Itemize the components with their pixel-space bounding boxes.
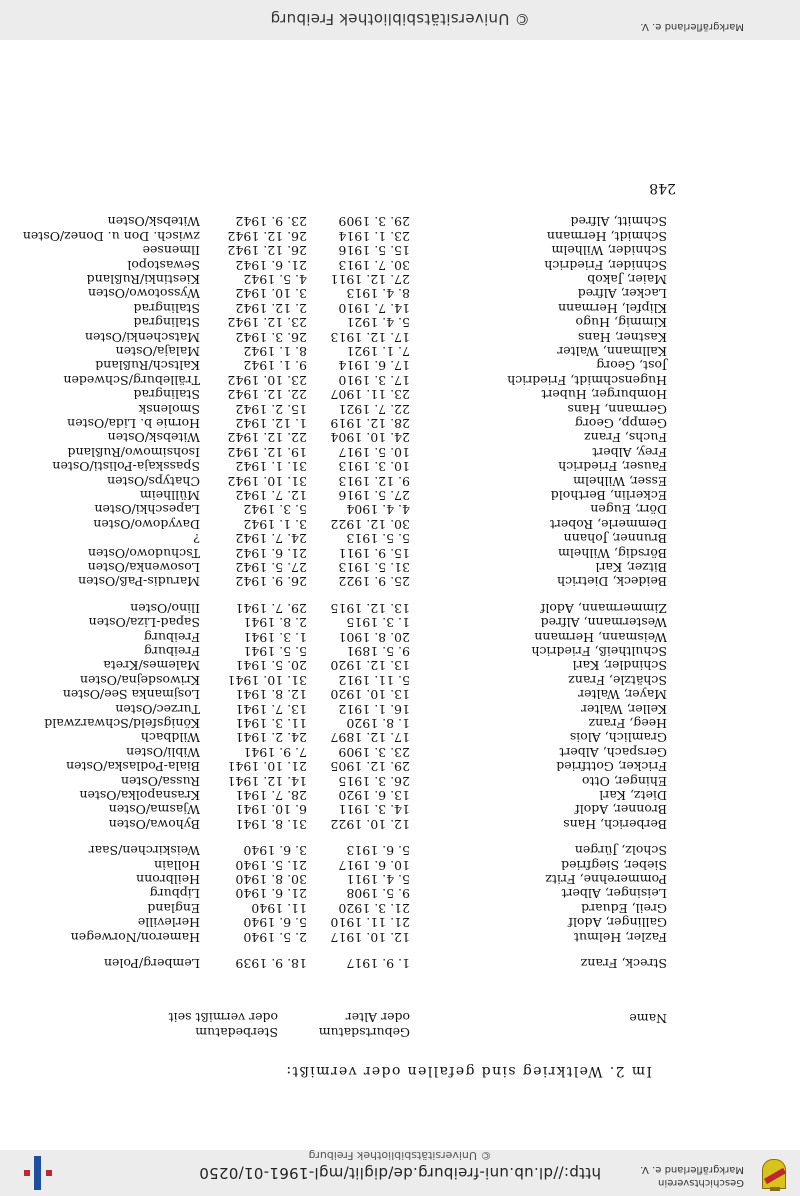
entry-death-date: 21. 6. 1942 — [235, 545, 307, 561]
list-item — [0, 644, 800, 659]
entry-name: Beideck, Dietrich — [557, 574, 667, 590]
entry-birth-date: 23. 1. 1914 — [338, 228, 410, 244]
entry-death-date: 24. 2. 1941 — [235, 730, 307, 746]
entry-birth-date: 30. 7. 1913 — [338, 257, 410, 273]
entry-name: Gramlich, Alois — [569, 730, 667, 746]
entry-birth-date: 5. 4. 1921 — [346, 315, 410, 331]
entry-name: Lacker, Alfred — [577, 286, 667, 302]
entry-name: Ehinger, Otto — [582, 773, 667, 789]
entry-place: Wjasma/Osten — [108, 802, 200, 818]
list-item — [0, 344, 800, 359]
entry-name: Westermann, Alfred — [540, 615, 667, 631]
entry-place: Freiburg — [143, 644, 200, 659]
entry-place: Hollain — [154, 857, 200, 873]
list-item — [0, 574, 800, 589]
entry-birth-date: 10. 6. 1917 — [338, 857, 410, 873]
entry-name: Gempp, Georg — [574, 416, 667, 431]
entry-name: Greil, Eduard — [581, 900, 667, 916]
entry-birth-date: 1. 9. 1917 — [346, 956, 410, 971]
list-item — [0, 531, 800, 546]
entry-birth-date: 28. 12. 1919 — [330, 416, 410, 431]
list-item — [0, 759, 800, 774]
entry-death-date: 21. 10. 1941 — [227, 759, 307, 775]
entry-birth-date: 9. 12. 1913 — [338, 473, 410, 489]
entry-birth-date: 9. 5. 1891 — [346, 644, 410, 659]
entry-name: Zimmermann, Adolf — [540, 600, 667, 616]
list-item — [0, 658, 800, 673]
society-line-1: Geschichtsverein — [658, 1177, 744, 1188]
entry-death-date: 23. 10. 1942 — [227, 372, 307, 388]
list-item — [0, 702, 800, 717]
entry-death-date: 23. 9. 1942 — [235, 214, 307, 230]
entry-birth-date: 24. 10. 1904 — [330, 430, 410, 446]
list-item — [0, 886, 800, 901]
entry-place: Wildbach — [140, 730, 200, 746]
list-item — [0, 560, 800, 575]
entry-birth-date: 17. 3. 1910 — [338, 372, 410, 388]
entry-death-date: 28. 7. 1941 — [235, 788, 307, 803]
entry-name: Gallinger, Adolf — [568, 915, 667, 931]
entry-death-date: 8. 1. 1942 — [243, 344, 307, 359]
entry-name: Weismann, Hermann — [534, 629, 667, 645]
list-item — [0, 687, 800, 702]
list-item — [0, 243, 800, 258]
entry-birth-date: 5. 11. 1912 — [338, 672, 410, 688]
entry-death-date: 5. 6. 1940 — [243, 915, 307, 931]
list-item — [0, 445, 800, 460]
entry-place: Lemberg/Polen — [103, 956, 200, 971]
entry-death-date: 2. 8. 1941 — [243, 615, 307, 631]
entry-death-date: 3. 10. 1942 — [235, 286, 307, 302]
entry-name: Germann, Hans — [567, 401, 667, 417]
entry-place: Malemes/Kreta — [103, 658, 200, 674]
list-item — [0, 373, 800, 388]
entry-place: Wibli/Osten — [126, 744, 200, 760]
entry-place: Russa/Osten — [120, 773, 200, 789]
list-item — [0, 474, 800, 489]
entry-place: Davydowo/Osten — [93, 516, 200, 532]
entry-place: Hameron/Norwegen — [70, 929, 200, 945]
copyright-notice: © Universitätsbibliothek Freiburg — [308, 1149, 492, 1162]
list-item — [0, 416, 800, 431]
entry-name: Frey, Albert — [592, 444, 667, 460]
entry-death-date: 21. 6. 1940 — [235, 886, 307, 902]
entry-name: Schätzle, Franz — [568, 672, 667, 688]
entry-name: Jost, Georg — [596, 358, 667, 374]
entry-death-date: 11. 1940 — [251, 900, 307, 916]
list-item — [0, 459, 800, 474]
entry-death-date: 26. 12. 1942 — [227, 243, 307, 259]
entry-birth-date: 23. 11. 1907 — [330, 387, 410, 403]
entry-birth-date: 27. 12. 1911 — [330, 272, 410, 287]
list-item — [0, 872, 800, 887]
entry-place: England — [147, 900, 200, 916]
entry-birth-date: 1. 8. 1920 — [346, 716, 410, 731]
entry-death-date: 5. 5. 1941 — [243, 644, 307, 659]
column-header-birth-line-2: oder Alter — [345, 1010, 410, 1025]
entry-birth-date: 14. 7. 1910 — [338, 300, 410, 316]
entry-death-date: 4. 5. 1942 — [243, 272, 307, 287]
entry-name: Dörr, Eugen — [590, 502, 667, 518]
list-item — [0, 716, 800, 731]
entry-place: Byhowa/Osten — [108, 816, 200, 832]
entry-place: Ilino/Osten — [130, 600, 200, 616]
entry-name: Brunner, Johann — [563, 531, 667, 547]
entry-name: Kallmann, Walter — [557, 344, 667, 359]
column-header-death-line-2: oder vermißt seit — [168, 1010, 278, 1025]
entry-name: Heeg, Franz — [588, 716, 667, 731]
entry-birth-date: 13. 12. 1920 — [330, 658, 410, 674]
entry-birth-date: 15. 5. 1916 — [338, 243, 410, 259]
entry-death-date: 6. 10. 1941 — [235, 802, 307, 818]
list-item — [0, 502, 800, 517]
entry-name: Fazler, Helmut — [573, 929, 667, 945]
entry-birth-date: 31. 5. 1913 — [338, 560, 410, 575]
entry-place: Kiestinki/Rußland — [86, 272, 200, 287]
entry-death-date: 31. 8. 1941 — [235, 816, 307, 832]
entry-birth-date: 30. 12. 1922 — [330, 516, 410, 532]
entry-birth-date: 22. 7. 1921 — [338, 401, 410, 417]
list-item — [0, 901, 800, 916]
entry-place: Witebsk/Osten — [107, 214, 200, 230]
entry-place: Wyssotowo/Osten — [87, 286, 200, 302]
list-item — [0, 387, 800, 402]
page-number: 248 — [649, 180, 676, 196]
viewer-footer-bar — [0, 0, 800, 40]
entry-place: Kriwosdejna/Osten — [79, 672, 200, 688]
entry-death-date: 24. 7. 1942 — [235, 531, 307, 547]
entry-name: Fauser, Friedrich — [558, 459, 667, 475]
entry-place: Lapeschki/Osten — [94, 502, 200, 518]
list-item — [0, 272, 800, 287]
entry-birth-date: 13. 12. 1915 — [330, 600, 410, 616]
entry-birth-date: 26. 3. 1915 — [338, 773, 410, 789]
entry-death-date: 20. 5. 1941 — [235, 658, 307, 674]
entry-place: Müllheim — [139, 488, 200, 503]
entry-place: Krasnapolka/Osten — [79, 788, 200, 803]
entry-death-date: 26. 12. 1942 — [227, 228, 307, 244]
entry-death-date: 1. 3. 1941 — [243, 629, 307, 645]
entry-place: Chatyps/Osten — [107, 473, 200, 489]
entry-birth-date: 16. 1. 1912 — [338, 701, 410, 717]
entry-name: Fricker, Gottfried — [556, 759, 667, 775]
entry-place: Losjmanka See/Osten — [62, 687, 200, 703]
entry-birth-date: 29. 12. 1905 — [330, 759, 410, 775]
entry-place: Biala-Podlaska/Osten — [66, 759, 200, 775]
list-item — [0, 802, 800, 817]
entry-name: Homburger, Hubert — [541, 387, 667, 403]
entry-death-date: 14. 12. 1941 — [227, 773, 307, 789]
entry-name: Hugenschmidt, Friedrich — [507, 372, 667, 388]
entry-place: Heilbronn — [136, 872, 200, 887]
entry-death-date: 2. 5. 1940 — [243, 929, 307, 945]
list-item — [0, 258, 800, 273]
entry-death-date: 9. 1. 1942 — [243, 358, 307, 374]
entry-birth-date: 14. 3. 1911 — [338, 802, 410, 818]
entry-birth-date: 15. 9. 1911 — [338, 545, 410, 561]
list-item — [0, 546, 800, 561]
entry-name: Demmerle, Robert — [549, 516, 667, 532]
entry-death-date: 31. 1. 1942 — [235, 459, 307, 475]
footer-copyright: © Universitätsbibliothek Freiburg — [270, 10, 530, 28]
entry-birth-date: 5. 6. 1913 — [346, 843, 410, 859]
entry-birth-date: 9. 5. 1908 — [346, 886, 410, 902]
entry-place: Trälleburg/Schweden — [63, 372, 200, 388]
list-item — [0, 214, 800, 229]
entry-name: Esser, Wilhelm — [573, 473, 667, 489]
entry-birth-date: 4. 4. 1904 — [346, 502, 410, 518]
entry-name: Börsdig, Wilhelm — [558, 545, 667, 561]
page-heading: Im 2. Weltkrieg sind gefallen oder vermißt: — [285, 1063, 652, 1079]
entry-birth-date: 17. 12. 1897 — [330, 730, 410, 746]
entry-birth-date: 13. 6. 1920 — [338, 788, 410, 803]
entry-place: Spasskaja-Polisti/Osten — [52, 459, 200, 475]
entry-death-date: 31. 10. 1941 — [227, 672, 307, 688]
entry-death-date: 22. 12. 1942 — [227, 387, 307, 403]
entry-birth-date: 21. 11. 1910 — [330, 915, 410, 931]
entry-place: Witebsk/Osten — [107, 430, 200, 446]
entry-death-date: 13. 7. 1941 — [235, 701, 307, 717]
entry-death-date: 7. 9. 1941 — [243, 744, 307, 760]
list-item — [0, 788, 800, 803]
list-item — [0, 774, 800, 789]
entry-death-date: 12. 8. 1941 — [235, 687, 307, 703]
entry-place: Kaltsch/Rußland — [95, 358, 200, 374]
entry-name: Klipfel, Hermann — [558, 300, 667, 316]
list-item — [0, 358, 800, 373]
entry-death-date: 1. 12. 1942 — [235, 416, 307, 431]
entry-birth-date: 8. 4. 1913 — [346, 286, 410, 302]
list-item — [0, 402, 800, 417]
entry-name: Schultheiß, Friedrich — [531, 644, 667, 659]
entry-place: Freiburg — [143, 629, 200, 645]
entry-name: Kimmig, Hugo — [575, 315, 667, 331]
entry-name: Schnider, Friedrich — [544, 257, 667, 273]
entry-birth-date: 13. 10. 1920 — [330, 687, 410, 703]
list-item — [0, 745, 800, 760]
entry-place: Hornie b. Lida/Osten — [67, 416, 200, 431]
entry-place: Lipburg — [149, 886, 200, 902]
entry-name: Schmitt, Alfred — [570, 214, 667, 230]
entry-place: zwisch. Don u. Donez/Osten — [22, 228, 200, 244]
entry-death-date: 3. 1. 1942 — [243, 516, 307, 532]
entry-birth-date: 7. 1. 1921 — [346, 344, 410, 359]
entry-name: Bitzer, Karl — [595, 560, 667, 575]
entry-death-date: 26. 9. 1942 — [235, 574, 307, 590]
list-item — [0, 915, 800, 930]
list-item — [0, 286, 800, 301]
entry-name: Sieber, Siegfried — [561, 857, 667, 873]
entry-place: Tschudowo/Osten — [87, 545, 200, 561]
entry-birth-date: 5. 5. 1913 — [346, 531, 410, 547]
list-item — [0, 601, 800, 616]
entry-place: ? — [193, 531, 200, 547]
entry-place: Sewastopol — [127, 257, 200, 273]
entry-birth-date: 17. 12. 1913 — [330, 329, 410, 345]
list-item — [0, 817, 800, 832]
list-item — [0, 615, 800, 630]
entry-death-date: 30. 8. 1940 — [235, 872, 307, 887]
list-item — [0, 330, 800, 345]
entry-death-date: 23. 12. 1942 — [227, 315, 307, 331]
entry-birth-date: 5. 4. 1911 — [346, 872, 410, 887]
entry-death-date: 26. 3. 1942 — [235, 329, 307, 345]
entry-name: Pommerehne, Fritz — [545, 872, 667, 887]
entry-name: Keller, Walter — [581, 701, 667, 717]
entry-birth-date: 17. 6. 1914 — [338, 358, 410, 374]
entry-birth-date: 25. 9. 1922 — [338, 574, 410, 590]
society-line-2: Markgräflerland e. V. — [640, 1164, 744, 1175]
column-header-name: Name — [629, 1011, 667, 1026]
entry-place: Losowenka/Osten — [87, 560, 200, 575]
entry-birth-date: 1. 3. 1915 — [346, 615, 410, 631]
column-header-death-line-1: Sterbedatum — [195, 1025, 278, 1040]
entry-name: Streck, Franz — [580, 956, 667, 971]
entry-birth-date: 27. 5. 1916 — [338, 488, 410, 503]
entry-name: Mayer, Walter — [578, 687, 667, 703]
entry-death-date: 18. 9. 1939 — [235, 956, 307, 971]
entry-birth-date: 12. 10. 1917 — [330, 929, 410, 945]
entry-death-date: 15. 2. 1942 — [235, 401, 307, 417]
column-header-death — [169, 1010, 278, 1040]
list-item — [0, 843, 800, 858]
entry-name: Schmidt, Hermann — [546, 228, 667, 244]
entry-name: Maier, Jakob — [587, 272, 667, 287]
list-item — [0, 229, 800, 244]
entry-place: Malaja/Osten — [115, 344, 200, 359]
entry-place: Stalingrad — [133, 300, 200, 316]
column-header-birth — [319, 1010, 410, 1040]
entry-name: Gerspach, Albert — [559, 744, 667, 760]
entry-name: Schnider, Wilhelm — [551, 243, 667, 259]
entry-birth-date: 10. 5. 1917 — [338, 444, 410, 460]
entry-name: Bronner, Adolf — [575, 802, 667, 818]
entry-name: Berberich, Hans — [563, 816, 667, 832]
entry-death-date: 11. 3. 1941 — [235, 716, 307, 731]
entry-birth-date: 21. 3. 1920 — [338, 900, 410, 916]
document-url-link[interactable]: http://dl.ub.uni-freiburg.de/diglit/mgl-1961-01/0250 — [198, 1164, 602, 1182]
entry-death-date: 5. 3. 1942 — [243, 502, 307, 518]
entry-birth-date: 12. 10. 1922 — [330, 816, 410, 832]
list-item — [0, 630, 800, 645]
entry-place: Stalingrad — [133, 387, 200, 403]
entry-death-date: 21. 5. 1940 — [235, 857, 307, 873]
entry-place: Marudis-Paß/Osten — [78, 574, 200, 590]
column-header-birth-line-1: Geburtsdatum — [318, 1025, 410, 1040]
entry-death-date: 2. 12. 1942 — [235, 300, 307, 316]
list-item — [0, 673, 800, 688]
entry-place: Isohsimowo/Rußland — [67, 444, 200, 460]
entry-birth-date: 20. 8. 1901 — [338, 629, 410, 645]
entry-death-date: 12. 7. 1942 — [235, 488, 307, 503]
entry-name: Kastner, Hans — [577, 329, 667, 345]
entry-birth-date: 10. 3. 1913 — [338, 459, 410, 475]
entry-death-date: 3. 6. 1940 — [243, 843, 307, 859]
entry-place: Sapad-Liza/Osten — [88, 615, 200, 631]
entry-place: Königsfeld/Schwarzwald — [44, 716, 200, 731]
entry-death-date: 21. 6. 1942 — [235, 257, 307, 273]
list-item — [0, 930, 800, 945]
entry-name: Schindler, Karl — [572, 658, 667, 674]
entry-place: Herleville — [137, 915, 200, 931]
list-item — [0, 301, 800, 316]
entry-place: Smolensk — [138, 401, 200, 417]
footer-society-name: Markgräflerland e. V. — [640, 21, 744, 32]
entry-death-date: 29. 7. 1941 — [235, 600, 307, 616]
entry-name: Dietz, Karl — [599, 788, 667, 803]
entry-death-date: 27. 5. 1942 — [235, 560, 307, 575]
entry-name: Leisinger, Albert — [561, 886, 667, 902]
entry-birth-date: 29. 3. 1909 — [338, 214, 410, 230]
entry-death-date: 19. 12. 1942 — [227, 444, 307, 460]
list-item — [0, 858, 800, 873]
entry-place: Matschenki/Osten — [84, 329, 200, 345]
entry-name: Eckerlin, Berthold — [550, 488, 667, 503]
entry-name: Scholz, Jürgen — [574, 843, 667, 859]
list-item — [0, 488, 800, 503]
list-item — [0, 730, 800, 745]
entry-death-date: 22. 12. 1942 — [227, 430, 307, 446]
entry-place: Stalingrad — [133, 315, 200, 331]
entry-name: Fuchs, Franz — [584, 430, 667, 446]
list-item — [0, 430, 800, 445]
entry-death-date: 31. 10. 1942 — [227, 473, 307, 489]
list-item — [0, 315, 800, 330]
entry-place: Turzec/Osten — [115, 701, 200, 717]
list-item — [0, 956, 800, 971]
list-item — [0, 517, 800, 532]
entry-birth-date: 23. 3. 1909 — [338, 744, 410, 760]
entry-place: Ilmensee — [142, 243, 200, 259]
entry-place: Weiskirchen/Saar — [88, 843, 200, 859]
